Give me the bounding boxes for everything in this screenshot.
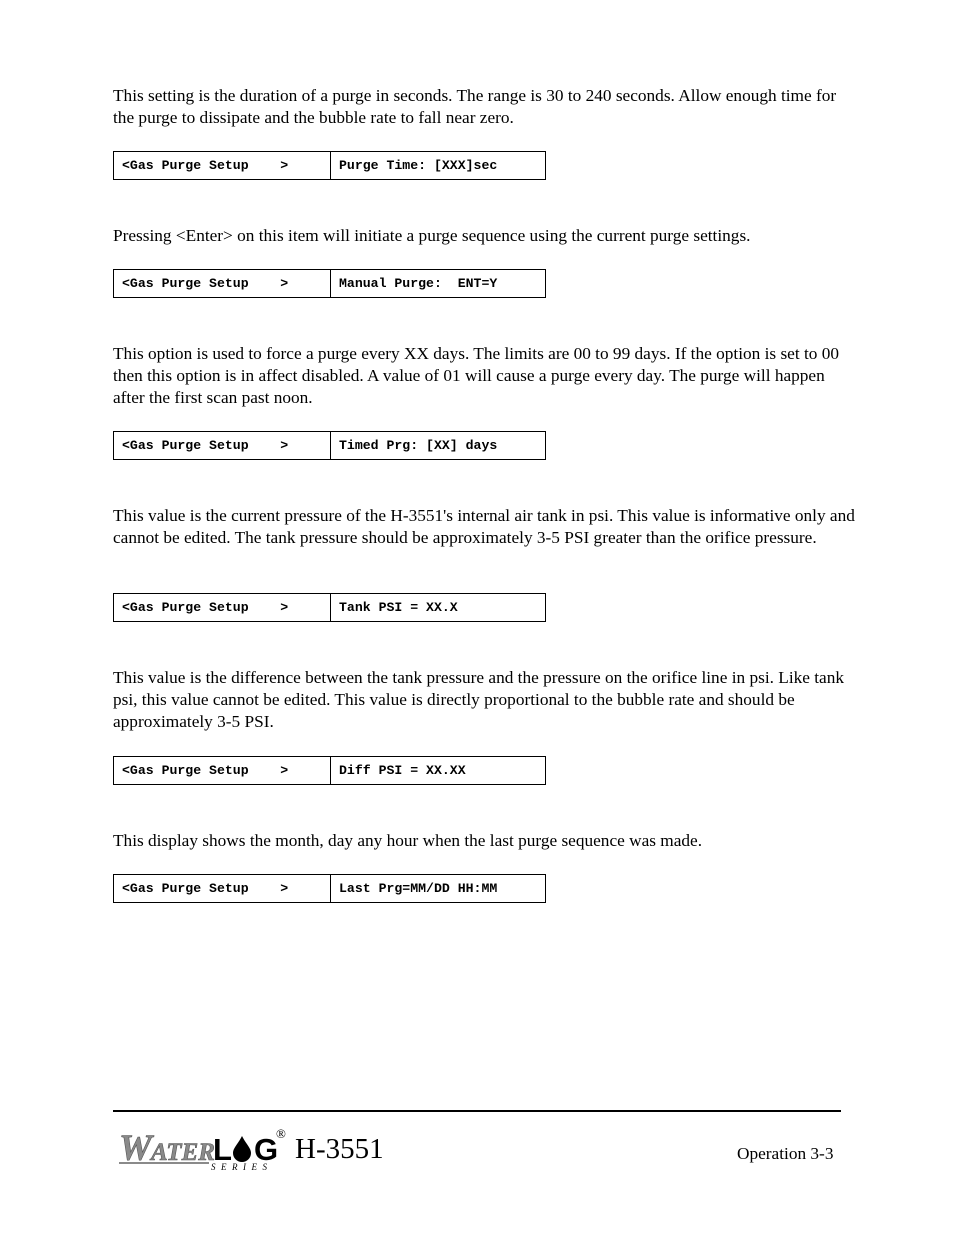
lcd-menu-label: <Gas Purge Setup > — [114, 270, 331, 297]
lcd-item-value: Purge Time: [XXX]sec — [339, 158, 498, 173]
lcd-menu-label: <Gas Purge Setup > — [114, 594, 331, 621]
product-model: H-3551 — [295, 1133, 384, 1165]
lcd-item-value: Diff PSI = XX.XX — [339, 763, 466, 778]
page-number: Operation 3-3 — [737, 1144, 834, 1163]
registered-mark: ® — [276, 1126, 286, 1141]
lcd-display-tank-psi — [113, 593, 546, 622]
lcd-display-purge-time — [113, 151, 546, 180]
paragraph-timed-purge: This option is used to force a purge every XX days. The limits are 00 to 99 days. If the option is set to 00 then this option is in affect disabled. A value of 01 will cause a purge every day. The purge will happen after the first scan past noon. — [113, 344, 840, 407]
footer-divider — [113, 1110, 841, 1112]
lcd-item-value: Manual Purge: ENT=Y — [339, 276, 498, 291]
paragraph-manual-purge: Pressing <Enter> on this item will initiate a purge sequence using the current purge settings. — [113, 226, 751, 245]
lcd-menu-label: <Gas Purge Setup > — [114, 152, 331, 179]
lcd-display-last-purge — [113, 874, 546, 903]
paragraph-last-purge: This display shows the month, day any hour when the last purge sequence was made. — [113, 831, 703, 850]
svg-text:W: W — [119, 1128, 152, 1169]
lcd-item-value: Timed Prg: [XX] days — [339, 438, 498, 453]
svg-text:SERIES: SERIES — [211, 1162, 273, 1172]
svg-text:L: L — [213, 1132, 232, 1167]
svg-text:ATER: ATER — [151, 1139, 215, 1166]
waterlog-logo — [117, 1126, 292, 1172]
paragraph-purge-time: This setting is the duration of a purge in seconds. The range is 30 to 240 seconds. Allow enough time for the purge to dissipate and the bubble rate to fall near zero. — [113, 86, 837, 127]
paragraph-diff-psi: This value is the difference between the tank pressure and the pressure on the orifice line in psi. Like tank psi, this value cannot be edited. This value is directly proportional to the bubble rate and should be approximately 3-5 PSI. — [113, 668, 845, 731]
lcd-item-value: Tank PSI = XX.X — [339, 600, 458, 615]
lcd-menu-label: <Gas Purge Setup > — [114, 432, 331, 459]
paragraph-tank-psi: This value is the current pressure of the H-3551's internal air tank in psi. This value is informative only and cannot be edited. The tank pressure should be approximately 3-5 PSI greater than the orifice pressure. — [113, 506, 855, 547]
lcd-item-value: Last Prg=MM/DD HH:MM — [339, 881, 498, 896]
svg-text:G: G — [254, 1132, 279, 1167]
lcd-menu-label: <Gas Purge Setup > — [114, 757, 331, 784]
lcd-display-timed-purge — [113, 431, 546, 460]
lcd-display-diff-psi — [113, 756, 546, 785]
lcd-display-manual-purge — [113, 269, 546, 298]
lcd-menu-label: <Gas Purge Setup > — [114, 875, 331, 902]
